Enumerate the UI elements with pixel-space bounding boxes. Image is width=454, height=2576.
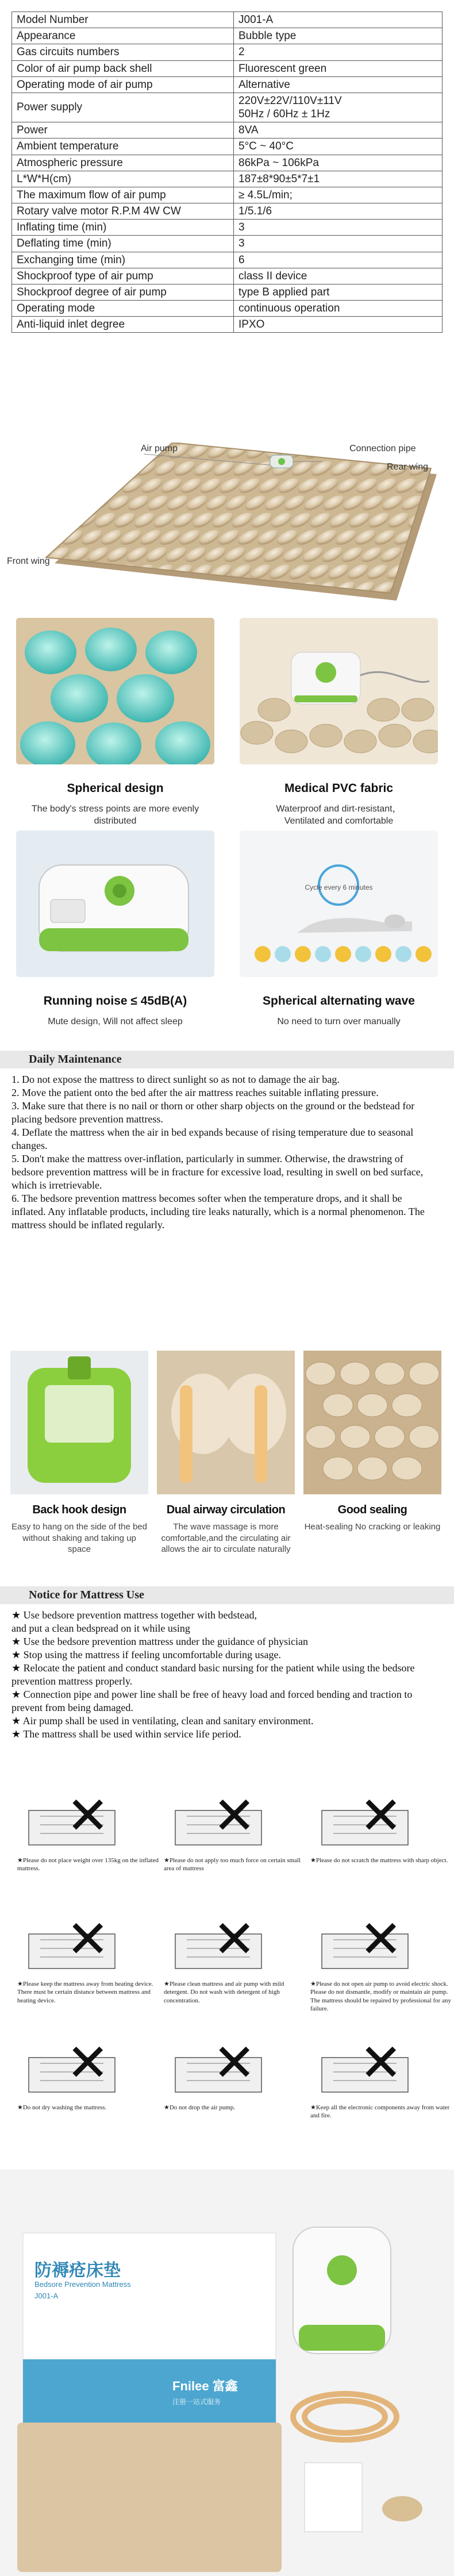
spec-key: Gas circuits numbers <box>12 44 234 60</box>
warning-item <box>164 2029 307 2112</box>
feature-desc: Mute design, Will not affect sleep <box>48 1017 183 1026</box>
warning-caption: ★Keep all the electronic components away from water and fire. <box>310 2104 450 2120</box>
spec-value: type B applied part <box>234 284 443 300</box>
cross-icon: ✕ <box>66 1786 110 1846</box>
spec-key: Shockproof degree of air pump <box>12 284 234 300</box>
feature-desc: The body's stress points are more evenly distributed <box>31 804 199 826</box>
feature-medical-pvc <box>240 618 438 828</box>
spec-row <box>12 155 443 171</box>
cross-icon: ✕ <box>359 1786 403 1846</box>
spec-row <box>12 220 443 236</box>
feature-alternating-wave <box>240 831 438 1028</box>
feature-desc: Heat-sealing No cracking or leaking <box>304 1522 441 1532</box>
spec-key: Exchanging time (min) <box>12 252 234 268</box>
spec-row <box>12 139 443 155</box>
spec-value: 5°C ~ 40°C <box>234 139 443 155</box>
box-title: 防褥疮床垫 <box>34 2261 121 2280</box>
feature-spherical-design <box>16 618 214 828</box>
spec-row <box>12 28 443 44</box>
spec-value: Bubble type <box>234 28 443 44</box>
spec-key: The maximum flow of air pump <box>12 187 234 203</box>
warning-illustration <box>310 1905 454 1980</box>
spec-row <box>12 187 443 203</box>
spec-value: IPXO <box>234 317 443 333</box>
warning-caption: ★Please do not open air pump to avoid electric shock. Please do not dismantle, modify or maintain air pump. The mattress should be repaired by professional for any failure. <box>310 1981 451 2012</box>
label-connection-pipe: Connection pipe <box>349 444 416 453</box>
spec-key: Rotary valve motor R.P.M 4W CW <box>12 203 234 220</box>
maintenance-item: 2. Move the patient onto the bed after the air mattress reaches suitable inflating pressure. <box>11 1087 379 1099</box>
warning-item <box>310 1905 454 2013</box>
warning-illustration <box>17 1782 161 1856</box>
cross-icon: ✕ <box>213 1909 256 1970</box>
brand-tag: 注册一站式服务 <box>172 2398 221 2406</box>
warning-caption: ★Do not dry washing the mattress. <box>17 2104 107 2111</box>
alternating-wave-image <box>240 831 438 977</box>
warning-caption: ★Please do not scratch the mattress with sharp object. <box>310 1857 448 1864</box>
warning-item <box>310 2029 454 2120</box>
spec-key: Deflating time (min) <box>12 236 234 252</box>
feature-good-sealing <box>303 1351 441 1533</box>
warning-illustration <box>17 2029 161 2104</box>
warning-illustration <box>164 1905 307 1980</box>
maintenance-heading: Daily Maintenance <box>0 1051 454 1068</box>
notice-item: ★ Use bedsore prevention mattress together with bedstead, and put a clean bedspread on it while using <box>11 1609 257 1635</box>
feature-dual-airway <box>157 1351 295 1555</box>
notice-item: ★ Air pump shall be used in ventilating, clean and sanitary environment. <box>11 1715 314 1727</box>
spec-value: 220V±22V/110V±11V 50Hz / 60Hz ± 1Hz <box>234 93 443 122</box>
cross-icon: ✕ <box>66 2033 110 2093</box>
spec-key: Model Number <box>12 12 234 28</box>
maintenance-item: 4. Deflate the mattress when the air in bed expands because of rising temperature due to seasonal changes. <box>11 1126 414 1152</box>
warning-illustration <box>310 2029 454 2104</box>
spec-value: 6 <box>234 252 443 268</box>
package-illustration <box>0 2170 454 2576</box>
spec-row <box>12 284 443 300</box>
spherical-design-image <box>16 618 214 764</box>
warning-illustration <box>164 1782 307 1856</box>
mattress-illustration <box>0 443 454 615</box>
spec-key: Ambient temperature <box>12 139 234 155</box>
warning-illustration <box>164 2029 307 2104</box>
medical-pvc-image <box>240 618 438 764</box>
feature-title: Back hook design <box>32 1504 126 1516</box>
warning-item <box>17 1905 161 2005</box>
box-model: J001-A <box>34 2292 59 2300</box>
cross-icon: ✕ <box>213 2033 256 2093</box>
warning-illustration <box>310 1782 454 1856</box>
warning-caption: ★Please do not place weight over 135kg on the inflated mattress. <box>17 1857 159 1873</box>
brand-logo: Fnilee 富鑫 <box>172 2379 238 2393</box>
feature-back-hook <box>10 1351 148 1555</box>
spec-row <box>12 317 443 333</box>
spec-key: Power supply <box>12 93 234 122</box>
feature-desc: Easy to hang on the side of the bed without shaking and taking up space <box>11 1522 147 1554</box>
feature-running-noise <box>16 831 214 1028</box>
spec-row <box>12 93 443 122</box>
mattress-diagram <box>0 443 454 615</box>
feature-desc: The wave massage is more comfortable,and the circulating air allows the air to circulate naturally <box>161 1522 291 1554</box>
spec-table-section <box>11 11 443 440</box>
warning-caption: ★Please clean mattress and air pump with mild detergent. Do not wash with detergent of high concentration. <box>164 1981 284 2004</box>
spec-key: L*W*H(cm) <box>12 171 234 187</box>
warning-item <box>164 1905 307 2005</box>
feature-title: Dual airway circulation <box>166 1504 286 1516</box>
box-subtitle: Bedsore Prevention Mattress <box>34 2280 131 2289</box>
spec-value: Alternative <box>234 76 443 93</box>
notice-item: ★ The mattress shall be used within service life period. <box>11 1728 241 1740</box>
spec-row <box>12 301 443 317</box>
notice-item: ★ Stop using the mattress if feeling uncomfortable during usage. <box>11 1649 282 1661</box>
spec-row <box>12 252 443 268</box>
spec-key: Anti-liquid inlet degree <box>12 317 234 333</box>
spec-row <box>12 268 443 284</box>
spec-row <box>12 236 443 252</box>
feature-title: Good sealing <box>337 1504 407 1516</box>
warning-illustration <box>17 1905 161 1980</box>
spec-key: Shockproof type of air pump <box>12 268 234 284</box>
spec-key: Color of air pump back shell <box>12 60 234 76</box>
feature-title: Medical PVC fabric <box>284 782 394 795</box>
warning-caption: ★Please do not apply too much force on certain small area of mattress <box>164 1857 301 1873</box>
feature-title: Spherical alternating wave <box>263 994 415 1008</box>
label-rear-wing: Rear wing <box>387 462 429 472</box>
feature-desc: No need to turn over manually <box>277 1017 401 1026</box>
spec-key: Inflating time (min) <box>12 220 234 236</box>
spec-row <box>12 44 443 60</box>
maintenance-item: 3. Make sure that there is no nail or thorn or other sharp objects on the ground or the bedstead for placing bedsore prevention mattress. <box>11 1100 415 1125</box>
spec-value: Fluorescent green <box>234 60 443 76</box>
feature-title: Spherical design <box>67 782 164 795</box>
label-front-wing: Front wing <box>7 556 50 566</box>
warning-caption: ★Please keep the mattress away from heating device. There must be certain distance between mattress and heating device. <box>17 1981 153 2004</box>
notice-heading: Notice for Mattress Use <box>0 1586 454 1604</box>
cross-icon: ✕ <box>359 1909 403 1970</box>
spec-key: Operating mode <box>12 301 234 317</box>
warning-item <box>164 1782 307 1873</box>
spec-value: 86kPa ~ 106kPa <box>234 155 443 171</box>
warnings-grid <box>0 1782 454 2150</box>
warning-item <box>17 2029 161 2112</box>
cross-icon: ✕ <box>66 1909 110 1970</box>
daily-maintenance-section <box>0 1051 454 1341</box>
notice-item: ★ Connection pipe and power line shall be free of heavy load and forced bending and traction to prevent from being damaged. <box>11 1689 413 1714</box>
spec-key: Power <box>12 122 234 139</box>
spec-row <box>12 203 443 220</box>
warning-item <box>17 1782 161 1873</box>
package-photo <box>0 2170 454 2576</box>
air-pump-image <box>16 831 214 977</box>
spec-value: ≥ 4.5L/min; <box>234 187 443 203</box>
warning-caption: ★Do not drop the air pump. <box>164 2104 236 2111</box>
spec-row <box>12 76 443 93</box>
spec-row <box>12 12 443 28</box>
good-sealing-image <box>303 1351 441 1494</box>
feature-desc: Waterproof and dirt-resistant， Ventilated and comfortable <box>276 804 402 826</box>
maintenance-item: 5. Don't make the mattress over-inflation, particularly in summer. Otherwise, the drawstring of bedsore prevention mattress will be in fracture for excessive load, resulting in swell on bed surface, which is irretrievable. <box>11 1153 424 1191</box>
back-hook-image <box>10 1351 148 1494</box>
spec-row <box>12 122 443 139</box>
spec-value: 8VA <box>234 122 443 139</box>
feature-title: Running noise ≤ 45dB(A) <box>43 994 187 1008</box>
notice-list <box>0 1604 454 1741</box>
cross-icon: ✕ <box>359 2033 403 2093</box>
spec-key: Appearance <box>12 28 234 44</box>
spec-value: 3 <box>234 236 443 252</box>
spec-table <box>11 11 443 333</box>
warning-item <box>310 1782 454 1864</box>
spec-value: 3 <box>234 220 443 236</box>
spec-value: 2 <box>234 44 443 60</box>
maintenance-list <box>0 1068 454 1232</box>
notice-section <box>0 1586 454 1759</box>
spec-value: 187±8*90±5*7±1 <box>234 171 443 187</box>
spec-key: Operating mode of air pump <box>12 76 234 93</box>
notice-item: ★ Relocate the patient and conduct standard basic nursing for the patient while using the bedsore prevention mattress properly. <box>11 1662 415 1687</box>
spec-value: class II device <box>234 268 443 284</box>
cycle-label: Cycle every 6 minutes <box>305 883 373 891</box>
cross-icon: ✕ <box>213 1786 256 1846</box>
dual-airway-image <box>157 1351 295 1494</box>
maintenance-item: 6. The bedsore prevention mattress becomes softer when the temperature drops, and it shall be inflated. Any inflatable products, including tire leaks naturally, which is a normal phenomenon. The mattress should be inflated regularly. <box>11 1193 425 1231</box>
spec-key: Atmospheric pressure <box>12 155 234 171</box>
maintenance-item: 1. Do not expose the mattress to direct sunlight so as not to damage the air bag. <box>11 1074 340 1085</box>
spec-row <box>12 60 443 76</box>
spec-value: 1/5.1/6 <box>234 203 443 220</box>
spec-value: continuous operation <box>234 301 443 317</box>
notice-item: ★ Use the bedsore prevention mattress under the guidance of physician <box>11 1636 308 1648</box>
spec-value: J001-A <box>234 12 443 28</box>
label-air-pump: Air pump <box>141 444 178 453</box>
spec-row <box>12 171 443 187</box>
